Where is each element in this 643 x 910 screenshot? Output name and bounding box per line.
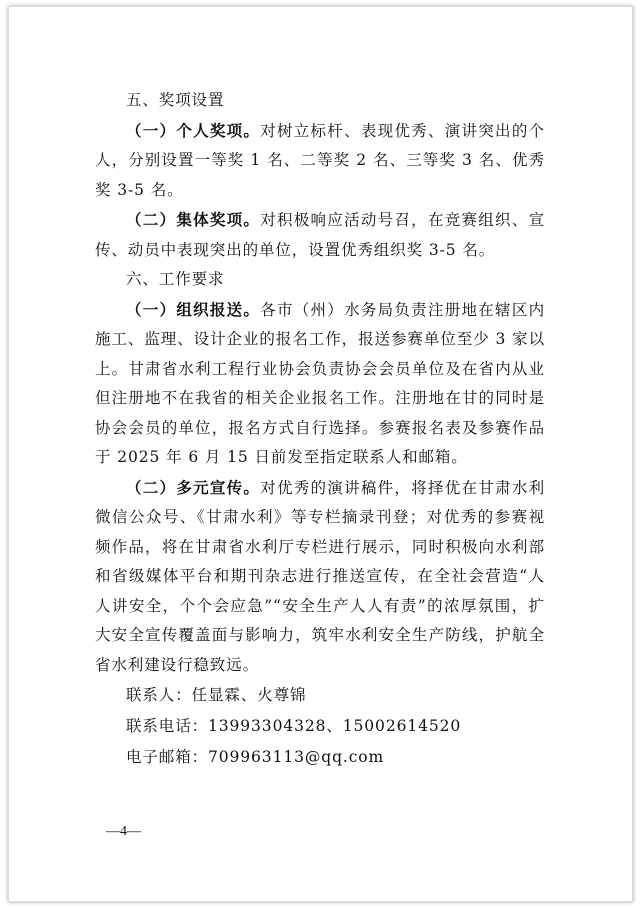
requirements-heading: 六、工作要求 bbox=[126, 270, 225, 288]
collective-award-text: 对积极响应活动号召，在竞赛组织、宣传、动员中表现突出的单位，设置优秀组织奖 3-5 名。 bbox=[95, 211, 545, 259]
contact-people: 联系人：任显霖、火尊锦 bbox=[126, 686, 307, 704]
document-body bbox=[95, 86, 545, 773]
individual-award-title: （一）个人奖项。 bbox=[126, 120, 261, 140]
collective-award-paragraph bbox=[95, 205, 545, 265]
contact-email: 电子邮箱：709963113@qq.com bbox=[126, 748, 385, 766]
publicity-paragraph bbox=[95, 473, 545, 681]
contact-phone: 联系电话：13993304328、15002614520 bbox=[126, 717, 462, 735]
organization-paragraph bbox=[95, 295, 545, 473]
publicity-title: （二）多元宣传。 bbox=[126, 477, 261, 497]
collective-award-title: （二）集体奖项。 bbox=[126, 210, 261, 229]
awards-heading: 五、奖项设置 bbox=[126, 91, 225, 109]
individual-award-text: 对树立标杆、表现优秀、演讲突出的个人，分别设置一等奖 1 名、二等奖 2 名、三等奖 3 名、优秀奖 3-5 名。 bbox=[95, 121, 545, 199]
organization-text: 各市（州）水务局负责注册地在辖区内施工、监理、设计企业的报名工作，报送参赛单位至少 3 家以上。甘肃省水利工程行业协会负责协会会员单位及在省内从业但注册地不在我省的相关企业报名工作。注册地在甘的同时是协会会员的单位，报名方式自行选择。参赛报名表及参赛作品于 2025 年 6 月 15 日前发至指定联系人和邮箱。 bbox=[95, 300, 545, 466]
organization-title: （一）组织报送。 bbox=[126, 299, 261, 319]
page-number: —4— bbox=[106, 824, 141, 839]
publicity-text: 对优秀的演讲稿件，将择优在甘肃水利微信公众号、《甘肃水利》等专栏摘录刊登；对优秀的参赛视频作品，将在甘肃省水利厅专栏进行展示，同时积极向水利部和省级媒体平台和期刊杂志进行推送宣传，在全社会营造“人人讲安全，个个会应急”“安全生产人人有责”的浓厚氛围，扩大安全宣传覆盖面与影响力，筑牢水利安全生产防线，护航全省水利建设行稳致远。 bbox=[95, 478, 545, 674]
individual-award-paragraph bbox=[95, 116, 545, 206]
